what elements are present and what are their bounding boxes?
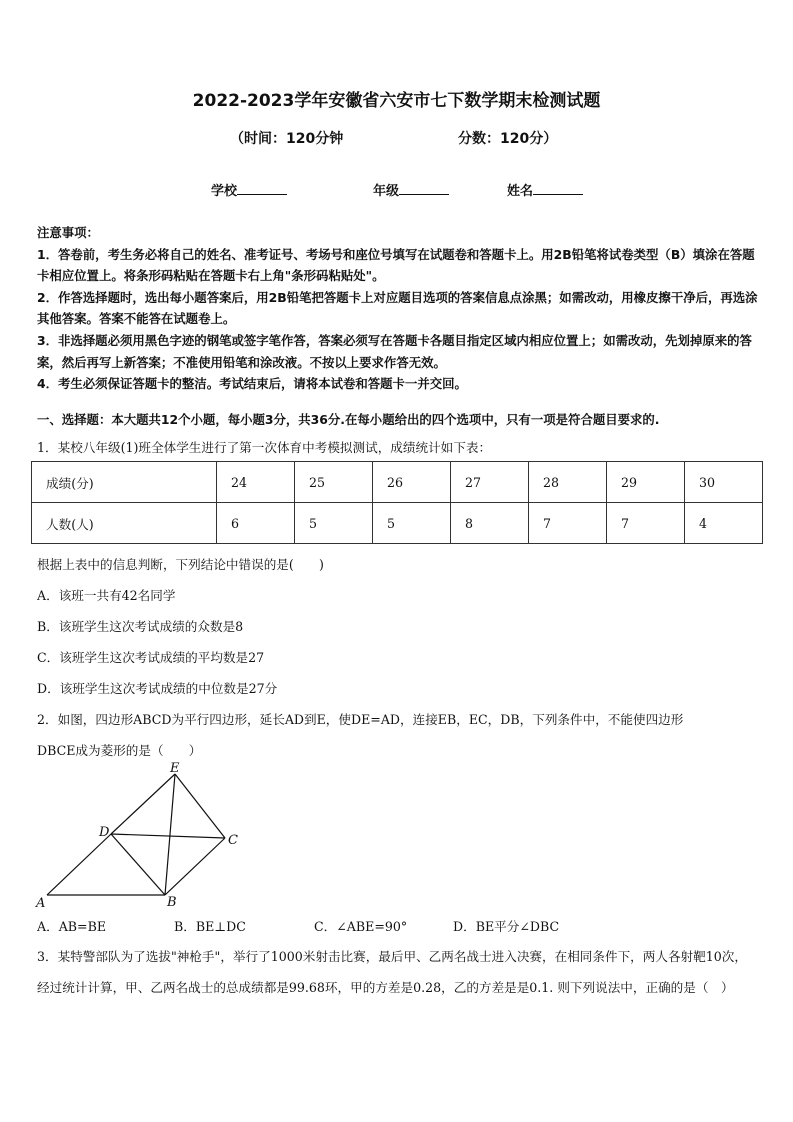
q2-option-d[interactable]: D．BE平分∠DBC: [453, 919, 560, 934]
time-limit: （时间：120分钟: [230, 131, 344, 147]
q1-option-a[interactable]: A．该班一共有42名同学: [37, 588, 176, 603]
note-item-1: 1．答卷前，考生务必将自己的姓名、准考证号、考场号和座位号填写在试题卷和答题卡上。用2B铅笔将试卷类型（B）填涂在答题卡相应位置上。将条形码粘贴在答题卡右上角"条形码粘贴处"。: [37, 246, 755, 284]
name-field: [507, 180, 583, 199]
point-label-c: C: [228, 833, 238, 848]
table-cell: 7: [607, 503, 685, 544]
q3-text: 3．某特警部队为了选拔"神枪手"，举行了1000米射击比赛，最后甲、乙两名战士进入决赛，在相同条件下，两人各射靶10次，经过统计计算，甲、乙两名战士的总成绩都是99.68环，甲的方差是0.28，乙的方差是是0.1. 则下列说法中，正确的是（ ）: [37, 949, 747, 995]
point-label-e: E: [170, 762, 180, 776]
table-cell: 6: [217, 503, 295, 544]
table-cell: 30: [685, 462, 763, 503]
q2-stem-line2: DBCE成为菱形的是（ ）: [37, 743, 202, 758]
table-cell: 25: [295, 462, 373, 503]
table-header-cell: 成绩(分): [32, 462, 217, 503]
table-cell: 5: [373, 503, 451, 544]
table-cell: 29: [607, 462, 685, 503]
q1-option-c[interactable]: C．该班学生这次考试成绩的平均数是27: [37, 650, 265, 665]
table-cell: 4: [685, 503, 763, 544]
notes-heading: 注意事项：: [37, 225, 99, 240]
table-cell: 26: [373, 462, 451, 503]
note-item-2: 2．作答选择题时，选出每小题答案后，用2B铅笔把答题卡上对应题目选项的答案信息点涂黑；如需改动，用橡皮擦干净后，再选涂其他答案。答案不能答在试题卷上。: [37, 289, 758, 327]
q1-option-d[interactable]: D．该班学生这次考试成绩的中位数是27分: [37, 681, 278, 696]
grade-label: 年级: [373, 184, 400, 199]
note-item-4: 4．考生必须保证答题卡的整洁。考试结束后，请将本试卷和答题卡一并交回。: [37, 376, 467, 392]
note-item-3: 3．非选择题必须用黑色字迹的钢笔或签字笔作答，答案必须写在答题卡各题目指定区域内相应位置上；如需改动，先划掉原来的答案，然后再写上新答案；不准使用铅笔和涂改液。不按以上要求作答无效。: [37, 332, 752, 370]
school-label: 学校: [211, 184, 238, 199]
point-label-a: A: [36, 896, 46, 910]
table-cell: 8: [451, 503, 529, 544]
q1-stem: 1．某校八年级(1)班全体学生进行了第一次体育中考模拟测试，成绩统计如下表：: [37, 440, 492, 455]
notes-block: [37, 222, 759, 395]
total-score: 分数：120分）: [458, 131, 558, 147]
table-cell: 28: [529, 462, 607, 503]
school-blank: [237, 182, 287, 195]
name-label: 姓名: [507, 184, 534, 199]
point-label-b: B: [167, 895, 177, 910]
q3-stem: [37, 941, 759, 1003]
q2-option-b[interactable]: B．BE⊥DC: [174, 919, 246, 934]
name-blank: [533, 182, 583, 195]
school-field: [211, 180, 287, 199]
table-header-cell: 人数(人): [32, 503, 217, 544]
score-table: [31, 461, 763, 544]
exam-title: 2022-2023学年安徽省六安市七下数学期末检测试题: [192, 91, 601, 111]
table-cell: 7: [529, 503, 607, 544]
q2-option-c[interactable]: C．∠ABE=90°: [314, 919, 408, 934]
grade-blank: [399, 182, 449, 195]
grade-field: [373, 180, 449, 199]
q2-stem-line1: 2．如图，四边形ABCD为平行四边形，延长AD到E，使DE=AD，连接EB，EC，DB，下列条件中，不能使四边形: [37, 712, 684, 727]
section-heading: 一、选择题：本大题共12个小题，每小题3分，共36分.在每小题给出的四个选项中，只有一项是符合题目要求的.: [37, 412, 660, 427]
q1-option-b[interactable]: B．该班学生这次考试成绩的众数是8: [37, 619, 244, 634]
table-cell: 24: [217, 462, 295, 503]
table-cell: 5: [295, 503, 373, 544]
table-row: [32, 503, 763, 544]
table-cell: 27: [451, 462, 529, 503]
q1-prompt: 根据上表中的信息判断，下列结论中错误的是( ): [37, 557, 324, 572]
table-row: [32, 462, 763, 503]
point-label-d: D: [99, 825, 110, 840]
parallelogram-figure: [30, 762, 260, 910]
q2-option-a[interactable]: A．AB=BE: [37, 919, 107, 934]
